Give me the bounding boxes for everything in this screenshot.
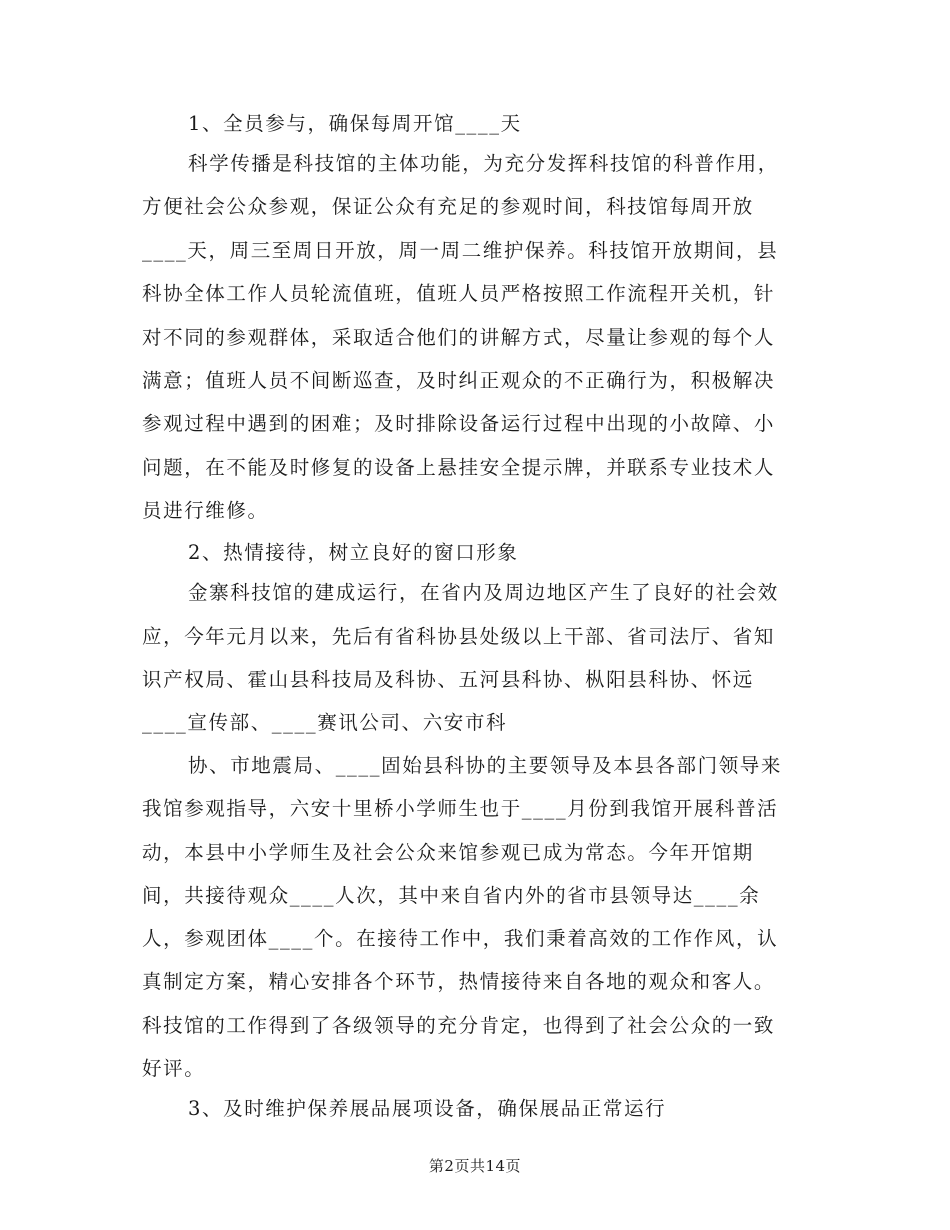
paragraph-line: 科技馆的工作得到了各级领导的充分肯定，也得到了社会公众的一致 <box>142 1014 776 1037</box>
paragraph-line: 协、市地震局、____固始县科协的主要领导及本县各部门领导来 <box>188 754 783 777</box>
section-1-heading: 1、全员参与，确保每周开馆____天 <box>188 112 522 135</box>
paragraph-line: 问题，在不能及时修复的设备上悬挂安全提示牌，并联系专业技术人 <box>142 456 776 479</box>
paragraph-line: 人，参观团体____个。在接待工作中，我们秉着高效的工作作风，认 <box>142 927 779 950</box>
paragraph-line: 动，本县中小学师生及社会公众来馆参观已成为常态。今年开馆期 <box>142 841 754 864</box>
paragraph-line: 金寨科技馆的建成运行，在省内及周边地区产生了良好的社会效 <box>188 581 779 604</box>
paragraph-line: 真制定方案，精心安排各个环节，热情接待来自各地的观众和客人。 <box>142 970 776 993</box>
section-3-heading: 3、及时维护保养展品展项设备，确保展品正常运行 <box>188 1097 667 1120</box>
paragraph-line: 对不同的参观群体，采取适合他们的讲解方式，尽量让参观的每个人 <box>142 326 776 349</box>
paragraph-line: 科协全体工作人员轮流值班，值班人员严格按照工作流程开关机，针 <box>142 282 776 305</box>
paragraph-line: 好评。 <box>142 1057 206 1080</box>
paragraph-line: 方便社会公众参观，保证公众有充足的参观时间，科技馆每周开放 <box>142 195 754 218</box>
paragraph-line: 员进行维修。 <box>142 499 269 522</box>
paragraph-line: 应，今年元月以来，先后有省科协县处级以上干部、省司法厅、省知 <box>142 625 776 648</box>
paragraph-line: 科学传播是科技馆的主体功能，为充分发挥科技馆的科普作用， <box>188 152 779 175</box>
paragraph-line: 间，共接待观众____人次，其中来自省内外的省市县领导达____余 <box>142 884 761 907</box>
section-2-heading: 2、热情接待，树立良好的窗口形象 <box>188 541 519 564</box>
paragraph-line: 参观过程中遇到的困难；及时排除设备运行过程中出现的小故障、小 <box>142 412 776 435</box>
paragraph-line: ____宣传部、____赛讯公司、六安市科 <box>142 711 508 734</box>
paragraph-line: 我馆参观指导，六安十里桥小学师生也于____月份到我馆开展科普活 <box>142 797 779 820</box>
paragraph-line: 识产权局、霍山县科技局及科协、五河县科协、枞阳县科协、怀远 <box>142 668 754 691</box>
paragraph-line: 满意；值班人员不间断巡查，及时纠正观众的不正确行为，积极解决 <box>142 369 776 392</box>
page-number-footer: 第2页共14页 <box>428 1157 522 1175</box>
paragraph-line: ____天，周三至周日开放，周一周二维护保养。科技馆开放期间，县 <box>142 239 779 262</box>
